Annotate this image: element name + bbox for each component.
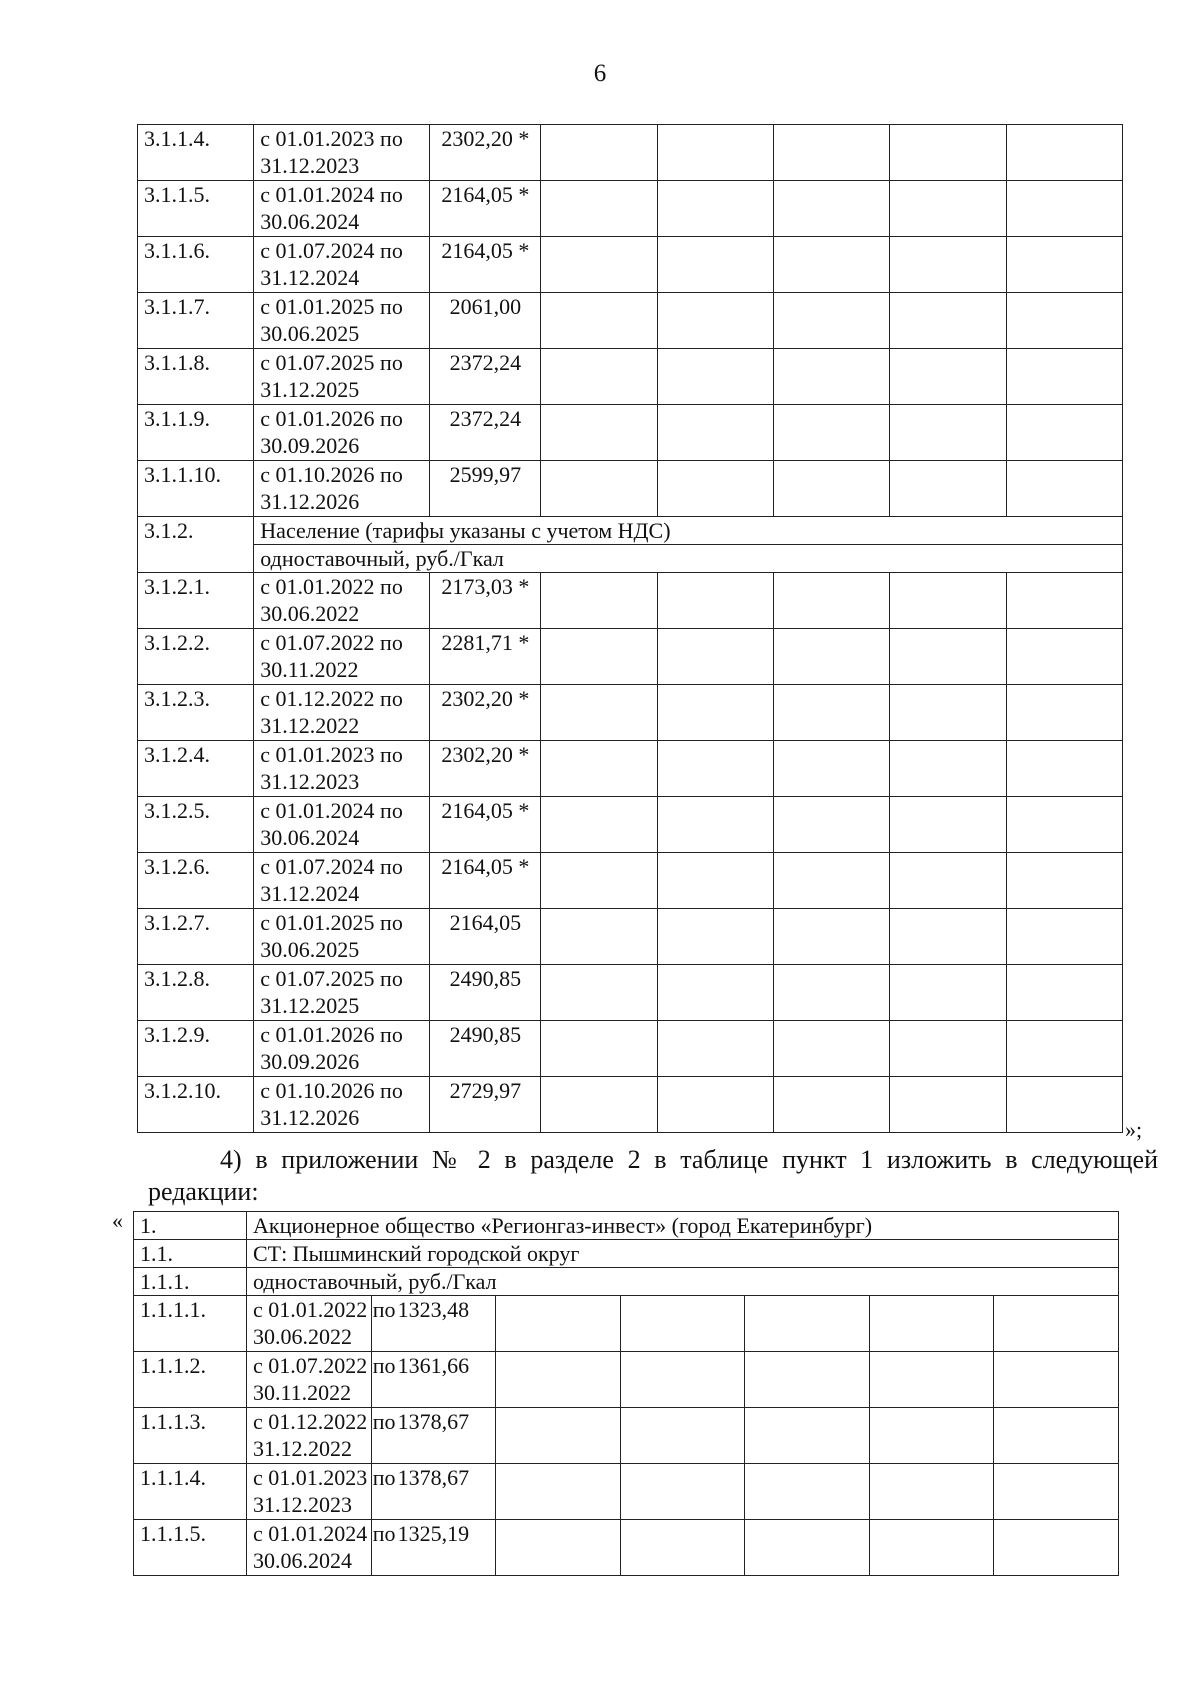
table-row [138,293,1123,349]
tariff-value: 1378,67 [371,1408,496,1464]
tariff-value: 2729,97 [430,1077,541,1133]
empty-cell [774,573,890,629]
row-number: 3.1.1.4. [138,125,254,181]
period-from: с 01.01.2024 по [260,798,403,823]
tariff-value: 2302,20 * [430,125,541,181]
empty-cell [541,237,657,293]
tariff-table-main [137,124,1123,1133]
tariff-value: 2164,05 [430,909,541,965]
tariff-value: 2281,71 * [430,629,541,685]
table-row [138,741,1123,797]
empty-cell [890,965,1006,1021]
empty-cell [1006,125,1122,181]
empty-cell [890,125,1006,181]
period-to: 30.06.2022 [260,601,360,626]
table-row [138,629,1123,685]
empty-cell [620,1464,745,1520]
empty-cell [1006,965,1122,1021]
table-row [138,797,1123,853]
table-section-header [138,517,1123,573]
empty-cell [890,853,1006,909]
empty-cell [541,349,657,405]
table-row [134,1408,1119,1464]
header-text: Акционерное общество «Регионгаз-инвест» (город Екатеринбург) [247,1212,1119,1240]
period-cell [254,293,430,349]
empty-cell [1006,797,1122,853]
header-text: СТ: Пышминский городской округ [247,1240,1119,1268]
period-to: 30.06.2024 [260,825,360,850]
empty-cell [1006,405,1122,461]
row-number: 3.1.2.3. [138,685,254,741]
tariff-value: 2164,05 * [430,181,541,237]
empty-cell [1006,181,1122,237]
period-to: 30.06.2024 [253,1548,352,1573]
empty-cell [890,629,1006,685]
period-from: с 01.01.2024 по [253,1521,396,1546]
period-from: с 01.07.2024 по [260,854,403,879]
empty-cell [657,181,773,237]
header-row [134,1268,1119,1296]
period-cell [254,461,430,517]
period-from: с 01.01.2023 по [253,1465,396,1490]
row-number: 1.1.1.4. [134,1464,247,1520]
period-from: с 01.10.2026 по [260,1078,403,1103]
period-cell [254,741,430,797]
row-number: 3.1.2.4. [138,741,254,797]
empty-cell [890,573,1006,629]
empty-cell [890,741,1006,797]
period-to: 30.06.2022 [253,1324,352,1349]
empty-cell [657,965,773,1021]
tariff-value: 2490,85 [430,965,541,1021]
header-row [134,1212,1119,1240]
period-cell [254,1021,430,1077]
period-from: с 01.12.2022 по [260,686,403,711]
period-from: с 01.01.2025 по [260,910,403,935]
period-to: 30.11.2022 [260,657,359,682]
tariff-value: 2599,97 [430,461,541,517]
period-to: 30.09.2026 [260,433,360,458]
table-row [138,349,1123,405]
empty-cell [774,629,890,685]
period-from: с 01.01.2024 по [260,182,403,207]
empty-cell [1006,909,1122,965]
tariff-value: 1361,66 [371,1352,496,1408]
tariff-table-regiongaz [133,1211,1119,1576]
empty-cell [541,405,657,461]
table-row [138,237,1123,293]
period-to: 31.12.2023 [253,1492,352,1517]
row-number: 3.1.1.7. [138,293,254,349]
empty-cell [774,909,890,965]
empty-cell [657,1021,773,1077]
period-to: 31.12.2023 [260,769,360,794]
tariff-value: 1378,67 [371,1464,496,1520]
empty-cell [890,461,1006,517]
empty-cell [774,181,890,237]
row-number: 3.1.1.5. [138,181,254,237]
table-row [134,1296,1119,1352]
period-cell [254,797,430,853]
header-text: одноставочный, руб./Гкал [247,1268,1119,1296]
empty-cell [890,237,1006,293]
empty-cell [620,1520,745,1576]
period-to: 31.12.2023 [260,153,360,178]
empty-cell [657,461,773,517]
period-to: 31.12.2022 [260,713,360,738]
period-cell [254,965,430,1021]
period-cell [254,1077,430,1133]
empty-cell [869,1464,994,1520]
empty-cell [1006,1077,1122,1133]
empty-cell [541,1077,657,1133]
row-number: 3.1.2.10. [138,1077,254,1133]
empty-cell [774,853,890,909]
period-cell [254,237,430,293]
empty-cell [745,1520,870,1576]
tariff-value: 2490,85 [430,1021,541,1077]
row-number: 1.1.1. [134,1268,247,1296]
period-from: с 01.10.2026 по [260,462,403,487]
empty-cell [1006,461,1122,517]
row-number: 1.1.1.1. [134,1296,247,1352]
empty-cell [620,1296,745,1352]
empty-cell [657,125,773,181]
empty-cell [657,293,773,349]
empty-cell [541,181,657,237]
table-row [138,909,1123,965]
empty-cell [774,797,890,853]
period-cell [254,125,430,181]
row-number: 3.1.2.1. [138,573,254,629]
period-from: с 01.07.2025 по [260,966,403,991]
empty-cell [890,1021,1006,1077]
empty-cell [657,405,773,461]
table-row [134,1352,1119,1408]
period-from: с 01.01.2022 по [253,1297,396,1322]
empty-cell [620,1408,745,1464]
period-from: с 01.01.2023 по [260,742,403,767]
period-from: с 01.07.2022 по [253,1353,396,1378]
row-number: 3.1.1.6. [138,237,254,293]
period-from: с 01.01.2022 по [260,574,403,599]
header-row [134,1240,1119,1268]
empty-cell [1006,349,1122,405]
section-title: Население (тарифы указаны с учетом НДС) [254,517,1123,545]
empty-cell [890,349,1006,405]
empty-cell [657,797,773,853]
row-number: 3.1.1.8. [138,349,254,405]
empty-cell [890,293,1006,349]
empty-cell [994,1296,1119,1352]
empty-cell [774,461,890,517]
empty-cell [496,1464,621,1520]
empty-cell [541,461,657,517]
period-to: 30.06.2025 [260,321,360,346]
empty-cell [994,1520,1119,1576]
empty-cell [774,1077,890,1133]
row-number: 1.1. [134,1240,247,1268]
empty-cell [774,685,890,741]
row-number: 3.1.2.8. [138,965,254,1021]
empty-cell [1006,573,1122,629]
empty-cell [1006,741,1122,797]
empty-cell [541,853,657,909]
period-from: с 01.07.2022 по [260,630,403,655]
empty-cell [890,405,1006,461]
table-row [138,1077,1123,1133]
row-number: 3.1.2.2. [138,629,254,685]
tariff-value: 2302,20 * [430,741,541,797]
row-number: 3.1.1.10. [138,461,254,517]
empty-cell [541,125,657,181]
row-number: 3.1.2.9. [138,1021,254,1077]
empty-cell [657,629,773,685]
empty-cell [869,1352,994,1408]
table-row [138,573,1123,629]
empty-cell [541,797,657,853]
empty-cell [890,181,1006,237]
period-from: с 01.07.2024 по [260,238,403,263]
table-section-a [138,125,1123,517]
empty-cell [541,573,657,629]
period-from: с 01.07.2025 по [260,350,403,375]
period-from: с 01.01.2023 по [260,126,403,151]
tariff-value: 2372,24 [430,405,541,461]
empty-cell [774,237,890,293]
period-cell [254,573,430,629]
empty-cell [774,741,890,797]
row-number: 3.1.2.7. [138,909,254,965]
table-row [134,1520,1119,1576]
table-row [138,965,1123,1021]
period-to: 31.12.2024 [260,265,360,290]
closing-quote: »; [1125,1117,1143,1142]
section-title-row [138,517,1123,545]
period-cell [247,1520,396,1576]
empty-cell [745,1464,870,1520]
empty-cell [890,1077,1006,1133]
period-cell [254,405,430,461]
period-cell [254,349,430,405]
empty-cell [869,1520,994,1576]
period-from: с 01.01.2025 по [260,294,403,319]
period-cell [254,629,430,685]
empty-cell [1006,1021,1122,1077]
table2-header-rows [134,1212,1119,1296]
row-number: 3.1.2.5. [138,797,254,853]
row-number: 3.1.1.9. [138,405,254,461]
period-to: 30.11.2022 [253,1380,352,1405]
tariff-value: 2164,05 * [430,237,541,293]
empty-cell [657,349,773,405]
period-to: 31.12.2025 [260,993,360,1018]
empty-cell [994,1464,1119,1520]
empty-cell [890,909,1006,965]
empty-cell [496,1352,621,1408]
empty-cell [890,797,1006,853]
tariff-value: 2164,05 * [430,853,541,909]
empty-cell [496,1296,621,1352]
tariff-value: 2302,20 * [430,685,541,741]
period-to: 30.09.2026 [260,1049,360,1074]
period-cell [247,1464,396,1520]
empty-cell [541,685,657,741]
period-cell [254,685,430,741]
period-to: 31.12.2024 [260,881,360,906]
empty-cell [541,909,657,965]
section-subtitle-row [138,545,1123,573]
table2-rows [134,1296,1119,1576]
empty-cell [496,1408,621,1464]
table-row [138,1021,1123,1077]
period-to: 30.06.2024 [260,209,360,234]
empty-cell [1006,237,1122,293]
table-row [138,461,1123,517]
empty-cell [774,405,890,461]
empty-cell [657,1077,773,1133]
table-row [138,853,1123,909]
period-to: 31.12.2022 [253,1436,352,1461]
period-cell [247,1352,396,1408]
period-to: 31.12.2026 [260,489,360,514]
empty-cell [1006,685,1122,741]
tariff-value: 2173,03 * [430,573,541,629]
period-to: 31.12.2026 [260,1105,360,1130]
tariff-value: 1325,19 [371,1520,496,1576]
period-to: 30.06.2025 [260,937,360,962]
section-number: 3.1.2. [138,517,254,573]
table-row [138,125,1123,181]
empty-cell [657,909,773,965]
period-cell [247,1408,396,1464]
period-cell [254,909,430,965]
table-row [138,405,1123,461]
row-number: 3.1.2.6. [138,853,254,909]
table-row [138,685,1123,741]
empty-cell [541,965,657,1021]
table-row [138,181,1123,237]
empty-cell [657,741,773,797]
empty-cell [869,1408,994,1464]
period-cell [254,181,430,237]
empty-cell [541,1021,657,1077]
section-subtitle: одноставочный, руб./Гкал [254,545,1123,573]
empty-cell [774,965,890,1021]
amendment-paragraph: 4) в приложении № 2 в разделе 2 в таблице пункт 1 изложить в следующей редакции: [148,1145,1158,1206]
opening-quote: « [112,1208,123,1233]
empty-cell [745,1352,870,1408]
empty-cell [1006,853,1122,909]
table-row [134,1464,1119,1520]
empty-cell [745,1408,870,1464]
row-number: 1.1.1.5. [134,1520,247,1576]
tariff-value: 2164,05 * [430,797,541,853]
empty-cell [994,1408,1119,1464]
empty-cell [496,1520,621,1576]
empty-cell [541,629,657,685]
tariff-value: 2061,00 [430,293,541,349]
period-from: с 01.12.2022 по [253,1409,396,1434]
table-section-b [138,573,1123,1133]
empty-cell [541,293,657,349]
empty-cell [657,237,773,293]
empty-cell [657,573,773,629]
empty-cell [774,1021,890,1077]
empty-cell [994,1352,1119,1408]
period-cell [254,853,430,909]
row-number: 1.1.1.2. [134,1352,247,1408]
empty-cell [1006,629,1122,685]
empty-cell [1006,293,1122,349]
empty-cell [774,349,890,405]
tariff-value: 2372,24 [430,349,541,405]
period-from: с 01.01.2026 по [260,406,403,431]
empty-cell [890,685,1006,741]
empty-cell [869,1296,994,1352]
empty-cell [774,125,890,181]
empty-cell [774,293,890,349]
period-to: 31.12.2025 [260,377,360,402]
row-number: 1.1.1.3. [134,1408,247,1464]
period-from: с 01.01.2026 по [260,1022,403,1047]
empty-cell [657,685,773,741]
row-number: 1. [134,1212,247,1240]
empty-cell [541,741,657,797]
empty-cell [657,853,773,909]
empty-cell [620,1352,745,1408]
period-cell [247,1296,396,1352]
tariff-value: 1323,48 [371,1296,496,1352]
page-number: 6 [593,60,607,87]
empty-cell [745,1296,870,1352]
